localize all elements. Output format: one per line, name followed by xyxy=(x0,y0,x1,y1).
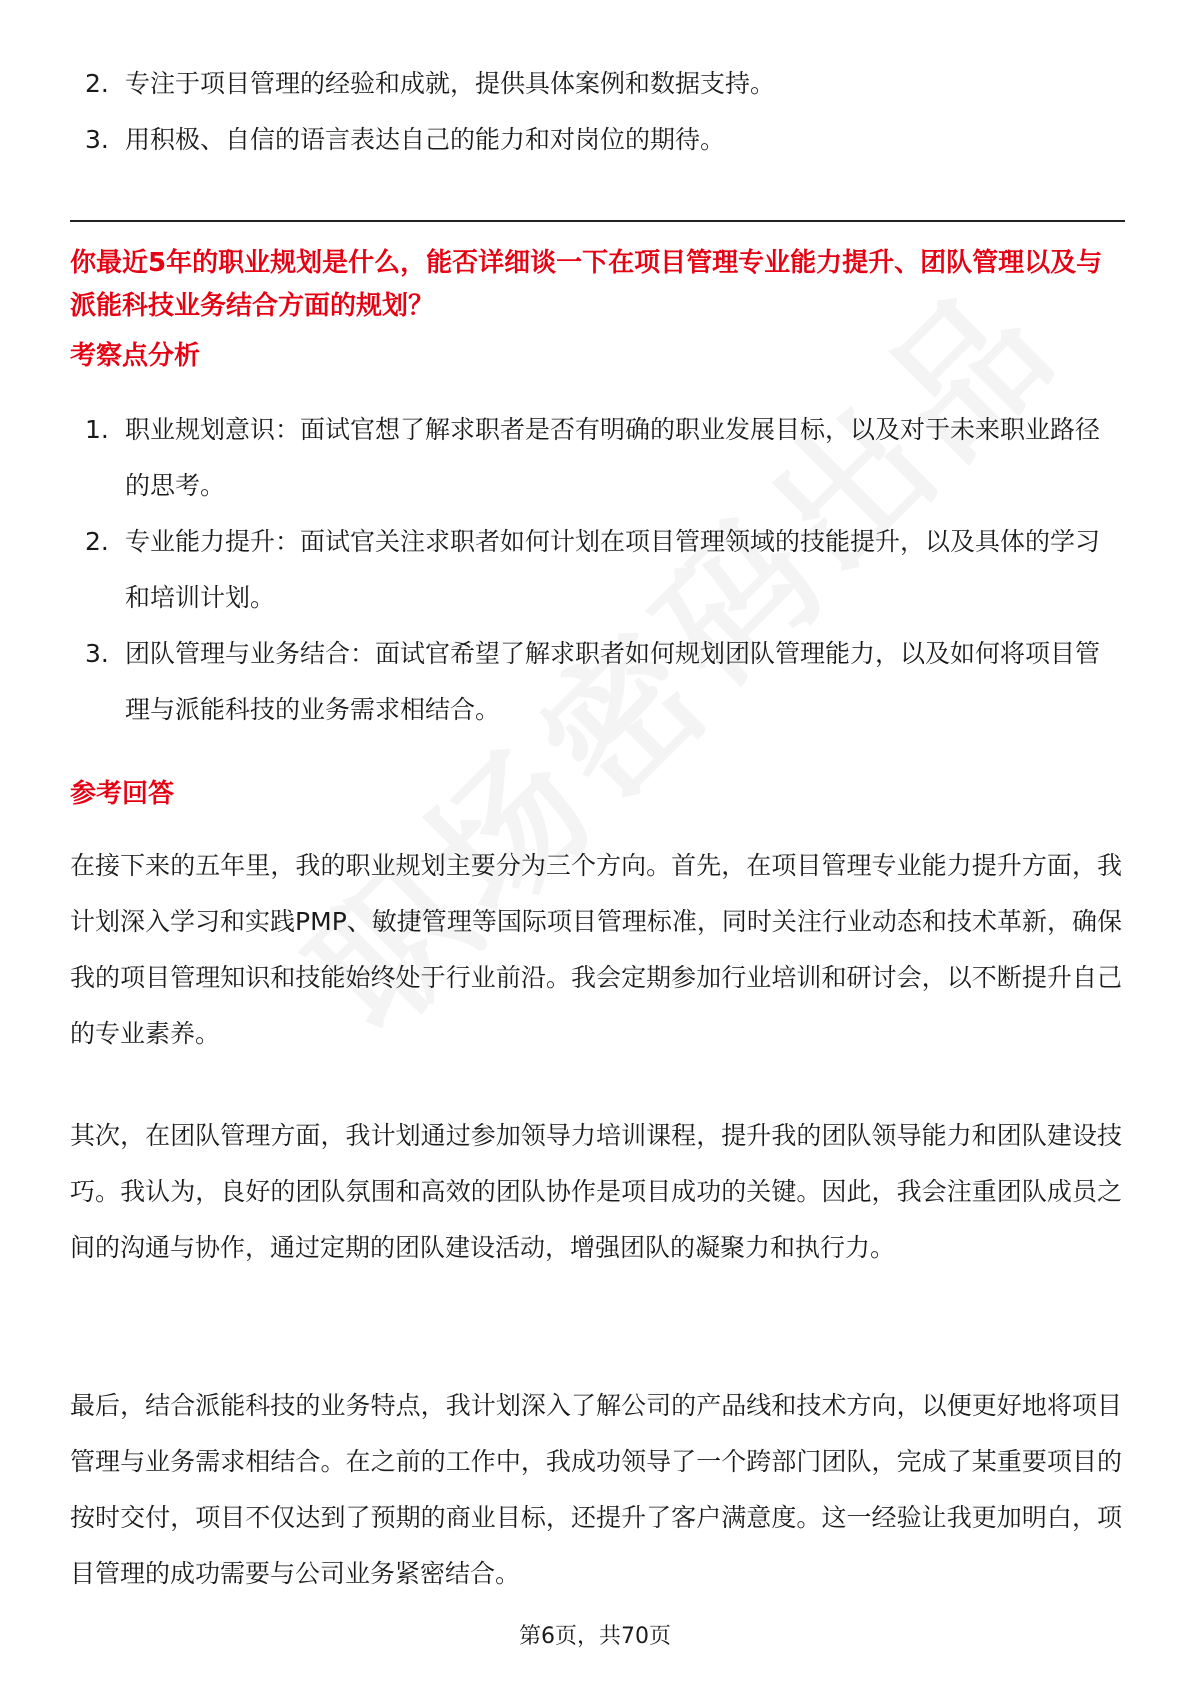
list-item xyxy=(0,112,1110,168)
list-number: 3. xyxy=(85,125,109,154)
answer-paragraph: 在接下来的五年里，我的职业规划主要分为三个方向。首先，在项目管理专业能力提升方面，我计划深入学习和实践PMP、敏捷管理等国际项目管理标准，同时关注行业动态和技术革新，确保我的项目管理知识和技能始终处于行业前沿。我会定期参加行业培训和研讨会，以不断提升自己的专业素养。 xyxy=(70,851,1122,1048)
answer-paragraph: 最后，结合派能科技的业务特点，我计划深入了解公司的产品线和技术方向，以便更好地将项目管理与业务需求相结合。在之前的工作中，我成功领导了一个跨部门团队，完成了某重要项目的按时交付，项目不仅达到了预期的商业目标，还提升了客户满意度。这一经验让我更加明白，项目管理的成功需要与公司业务紧密结合。 xyxy=(70,1391,1122,1588)
answer-paragraph: 其次，在团队管理方面，我计划通过参加领导力培训课程，提升我的团队领导能力和团队建设技巧。我认为，良好的团队氛围和高效的团队协作是项目成功的关键。因此，我会注重团队成员之间的沟通与协作，通过定期的团队建设活动，增强团队的凝聚力和执行力。 xyxy=(70,1121,1122,1262)
list-number: 1. xyxy=(85,415,109,444)
list-text: 专业能力提升：面试官关注求职者如何计划在项目管理领域的技能提升，以及具体的学习和培训计划。 xyxy=(125,527,1101,612)
page-footer: 第6页，共70页 xyxy=(519,1624,671,1649)
list-text: 用积极、自信的语言表达自己的能力和对岗位的期待。 xyxy=(125,125,726,154)
analysis-list xyxy=(0,402,1190,738)
list-text: 职业规划意识：面试官想了解求职者是否有明确的职业发展目标，以及对于未来职业路径的思考。 xyxy=(125,415,1101,500)
analysis-heading: 考察点分析 xyxy=(70,341,201,371)
list-item xyxy=(0,626,1110,738)
list-number: 3. xyxy=(85,639,109,668)
list-text: 专注于项目管理的经验和成就，提供具体案例和数据支持。 xyxy=(125,69,776,98)
list-text: 团队管理与业务结合：面试官希望了解求职者如何规划团队管理能力，以及如何将项目管理与派能科技的业务需求相结合。 xyxy=(125,639,1101,724)
list-item xyxy=(0,514,1110,626)
list-item xyxy=(0,56,1110,112)
list-item xyxy=(0,402,1110,514)
list-number: 2. xyxy=(85,69,109,98)
interview-question: 你最近5年的职业规划是什么，能否详细谈一下在项目管理专业能力提升、团队管理以及与派能科技业务结合方面的规划？ xyxy=(70,248,1103,321)
answer-heading: 参考回答 xyxy=(70,779,175,809)
list-number: 2. xyxy=(85,527,109,556)
section-divider xyxy=(70,220,1125,222)
top-list xyxy=(0,56,1190,168)
